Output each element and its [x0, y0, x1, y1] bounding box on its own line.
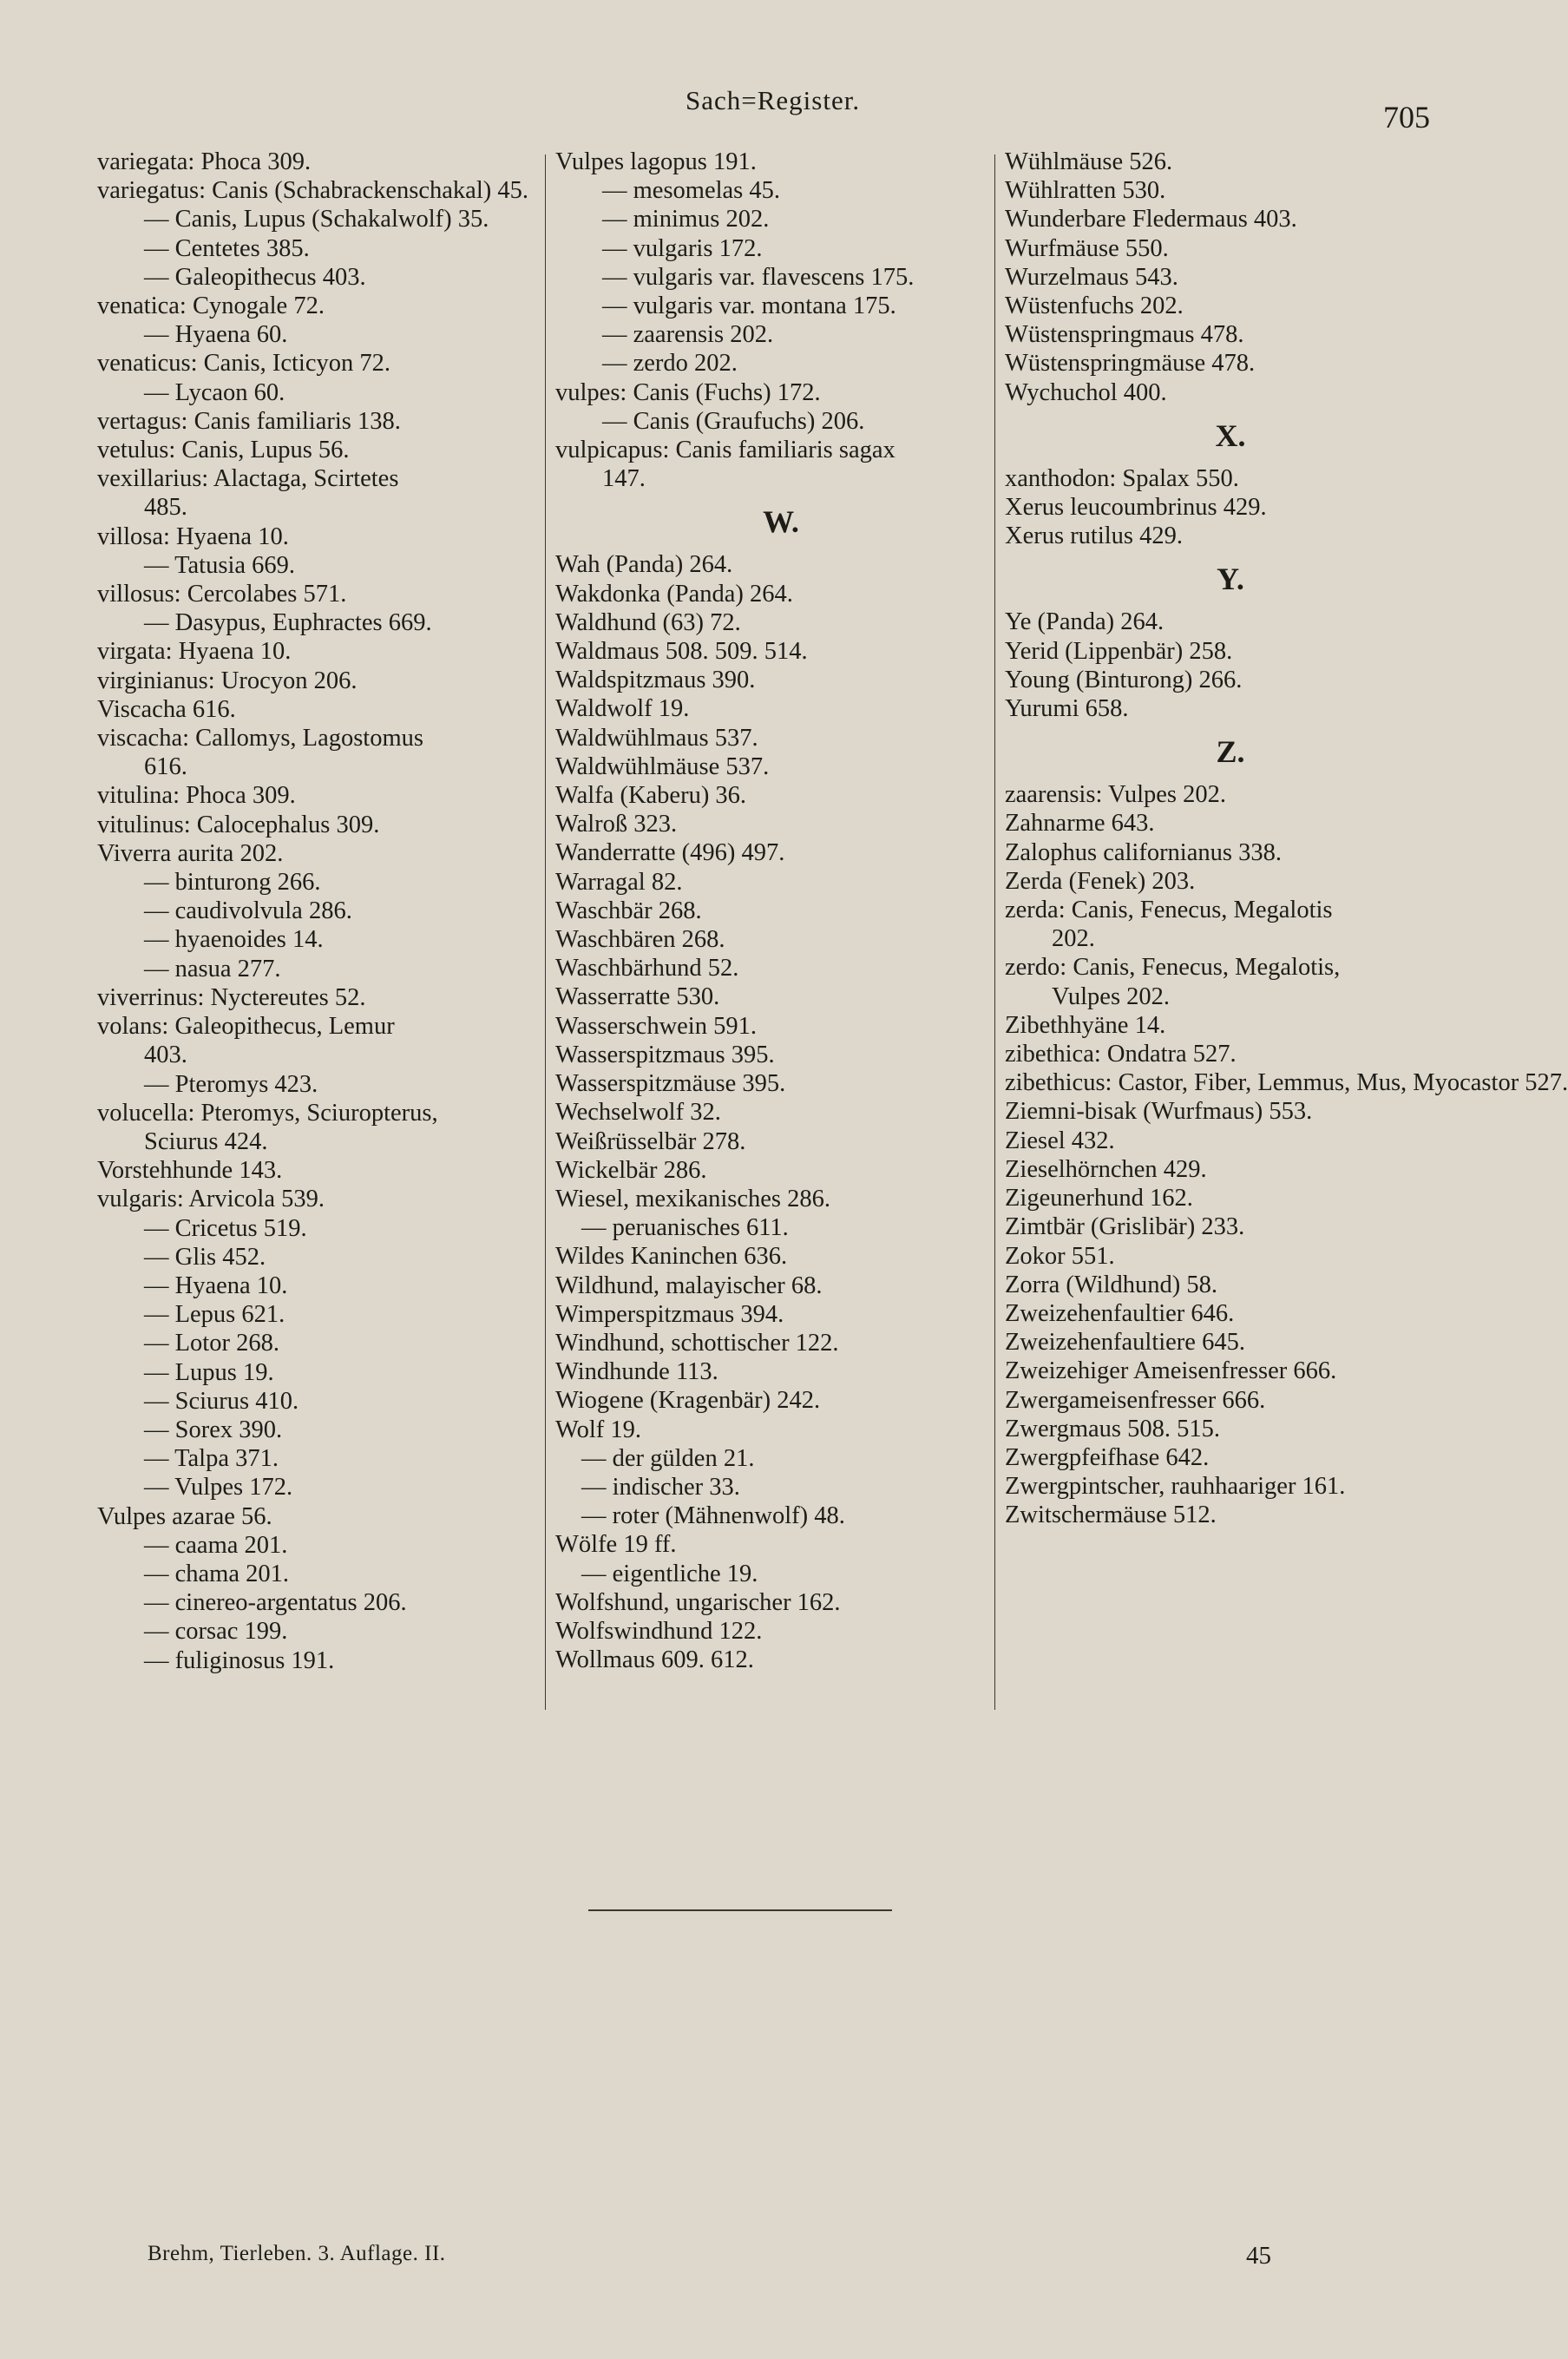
index-entry: Wildes Kaninchen 636. — [555, 1243, 788, 1271]
index-entry: — peruanisches 611. — [581, 1214, 789, 1242]
index-entry: — der gülden 21. — [581, 1444, 755, 1472]
index-entry: — mesomelas 45. — [602, 177, 781, 205]
index-entry: Wasserspitzmäuse 395. — [555, 1070, 786, 1098]
index-entry: Wasserschwein 591. — [555, 1012, 757, 1040]
index-entry: Waldwolf 19. — [555, 695, 690, 723]
index-entry: — indischer 33. — [581, 1473, 740, 1501]
index-entry: — fuliginosus 191. — [144, 1646, 335, 1674]
index-entry: — Sorex 390. — [144, 1416, 283, 1443]
index-entry: Wolf 19. — [555, 1416, 642, 1443]
index-entry: — caama 201. — [144, 1531, 288, 1559]
column-divider — [994, 154, 995, 1710]
index-entry: Xerus leucoumbrinus 429. — [1005, 494, 1267, 522]
index-entry: Xerus rutilus 429. — [1005, 522, 1184, 550]
index-entry: vitulinus: Calocephalus 309. — [97, 811, 380, 838]
footer-signature: Brehm, Tierleben. 3. Auflage. II. — [148, 2242, 446, 2265]
index-entry: Weißrüsselbär 278. — [555, 1127, 746, 1155]
index-entry: Waldspitzmaus 390. — [555, 667, 756, 694]
index-entry: — Centetes 385. — [144, 234, 310, 262]
index-entry: Warragal 82. — [555, 868, 683, 896]
index-entry: villosa: Hyaena 10. — [97, 522, 289, 550]
index-entry: virgata: Hyaena 10. — [97, 638, 292, 666]
index-entry: Wüstenfuchs 202. — [1005, 292, 1184, 320]
index-entry: Wanderratte (496) 497. — [555, 839, 785, 867]
index-entry: Wüstenspringmäuse 478. — [1005, 350, 1256, 378]
index-entry: volucella: Pteromys, Sciuropterus, — [97, 1099, 438, 1127]
index-entry: variegata: Phoca 309. — [97, 148, 312, 175]
index-entry: — roter (Mähnenwolf) 48. — [581, 1502, 845, 1530]
index-entry: Zwergpfeifhase 642. — [1005, 1443, 1210, 1471]
index-entry: — Dasypus, Euphractes 669. — [144, 609, 432, 637]
index-entry: vertagus: Canis familiaris 138. — [97, 407, 401, 435]
index-entry: Windhund, schottischer 122. — [555, 1329, 839, 1357]
index-entry: Young (Binturong) 266. — [1005, 666, 1243, 693]
index-entry: Yerid (Lippenbär) 258. — [1005, 637, 1233, 665]
index-entry: Wühlmäuse 526. — [1005, 148, 1173, 175]
index-entry: — binturong 266. — [144, 869, 321, 897]
index-entry: Zibethhyäne 14. — [1005, 1011, 1166, 1039]
index-entry: Wiesel, mexikanisches 286. — [555, 1185, 831, 1212]
index-entry: — nasua 277. — [144, 955, 281, 982]
index-entry: — Vulpes 172. — [144, 1474, 293, 1501]
index-entry: Zwergmaus 508. 515. — [1005, 1415, 1221, 1442]
section-heading: Y. — [1217, 562, 1244, 597]
index-entry: Ye (Panda) 264. — [1005, 608, 1165, 636]
index-entry: — Lotor 268. — [144, 1330, 279, 1357]
index-entry: — Canis (Graufuchs) 206. — [602, 407, 865, 435]
index-entry: Wunderbare Fledermaus 403. — [1005, 206, 1297, 233]
index-column-3 — [1005, 148, 1568, 1530]
index-entry: vexillarius: Alactaga, Scirtetes — [97, 465, 399, 493]
index-entry: — Lycaon 60. — [144, 378, 285, 406]
index-entry: Ziemni-bisak (Wurfmaus) 553. — [1005, 1098, 1313, 1126]
index-entry: viscacha: Callomys, Lagostomus — [97, 725, 423, 752]
index-entry: — chama 201. — [144, 1560, 289, 1587]
index-entry: Zerda (Fenek) 203. — [1005, 867, 1196, 895]
index-entry: Ziesel 432. — [1005, 1127, 1115, 1154]
index-entry: 147. — [602, 465, 646, 493]
index-entry: vitulina: Phoca 309. — [97, 782, 296, 810]
index-entry: — Sciurus 410. — [144, 1387, 299, 1415]
index-entry: Vulpes lagopus 191. — [555, 148, 757, 175]
index-entry: Wychuchol 400. — [1005, 378, 1167, 406]
index-entry: Waldwühlmäuse 537. — [555, 752, 770, 780]
index-entry: 202. — [1052, 925, 1095, 953]
section-heading: W. — [763, 504, 799, 540]
index-entry: — cinereo-argentatus 206. — [144, 1589, 407, 1617]
index-entry: — Galeopithecus 403. — [144, 263, 366, 291]
index-entry: Wah (Panda) 264. — [555, 551, 733, 579]
index-entry: — hyaenoides 14. — [144, 926, 324, 954]
index-entry: Zweizehenfaultier 646. — [1005, 1299, 1235, 1327]
column-divider — [545, 154, 546, 1710]
index-entry: — Hyaena 60. — [144, 321, 288, 349]
index-entry: — vulgaris var. montana 175. — [602, 292, 896, 320]
index-entry: 403. — [144, 1042, 187, 1069]
index-entry: Wasserspitzmaus 395. — [555, 1041, 775, 1068]
index-entry: Wurfmäuse 550. — [1005, 234, 1169, 262]
index-entry: Viscacha 616. — [97, 695, 236, 723]
index-entry: Wühlratten 530. — [1005, 177, 1166, 205]
index-entry: Vulpes azarae 56. — [97, 1502, 272, 1530]
index-entry: vetulus: Canis, Lupus 56. — [97, 437, 350, 464]
index-entry: venaticus: Canis, Icticyon 72. — [97, 350, 390, 378]
index-entry: — zaarensis 202. — [602, 321, 774, 349]
index-entry: Zwitschermäuse 512. — [1005, 1501, 1217, 1529]
index-entry: Waschbär 268. — [555, 897, 702, 924]
index-entry: viverrinus: Nyctereutes 52. — [97, 983, 366, 1011]
section-heading: X. — [1215, 417, 1246, 453]
index-entry: zerda: Canis, Fenecus, Megalotis — [1005, 897, 1333, 924]
sheet-number: 45 — [1246, 2242, 1271, 2270]
index-entry: Wildhund, malayischer 68. — [555, 1271, 823, 1299]
index-entry: — Lepus 621. — [144, 1301, 285, 1329]
section-heading: Z. — [1216, 734, 1245, 770]
index-entry: Vorstehhunde 143. — [97, 1157, 283, 1185]
index-entry: Waldwühlmaus 537. — [555, 724, 758, 752]
index-entry: — Glis 452. — [144, 1243, 266, 1271]
index-entry: — corsac 199. — [144, 1618, 288, 1646]
index-entry: zibethica: Ondatra 527. — [1005, 1041, 1237, 1068]
index-entry: Wollmaus 609. 612. — [555, 1646, 754, 1674]
page-number: 705 — [1383, 100, 1430, 135]
index-entry: Windhunde 113. — [555, 1358, 718, 1386]
index-entry: — Tatusia 669. — [144, 551, 296, 579]
index-entry: — Cricetus 519. — [144, 1214, 307, 1242]
index-entry: Zweizehenfaultiere 645. — [1005, 1329, 1245, 1357]
index-entry: vulpicapus: Canis familiaris sagax — [555, 437, 896, 464]
index-entry: Wüstenspringmaus 478. — [1005, 321, 1244, 349]
index-entry: — Hyaena 10. — [144, 1271, 288, 1299]
index-entry: — zerdo 202. — [602, 350, 738, 378]
index-entry: Wolfshund, ungarischer 162. — [555, 1588, 841, 1616]
index-entry: Wakdonka (Panda) 264. — [555, 580, 793, 608]
index-entry: Zorra (Wildhund) 58. — [1005, 1271, 1217, 1298]
index-entry: Zokor 551. — [1005, 1242, 1115, 1270]
index-entry: Wechselwolf 32. — [555, 1099, 721, 1127]
running-header: Sach=Register. — [686, 85, 861, 115]
index-column-1 — [97, 148, 540, 1675]
index-entry: Wimperspitzmaus 394. — [555, 1300, 784, 1328]
index-entry: xanthodon: Spalax 550. — [1005, 464, 1239, 492]
index-entry: — Canis, Lupus (Schakalwolf) 35. — [144, 206, 489, 233]
index-entry: — minimus 202. — [602, 206, 770, 233]
index-entry: venatica: Cynogale 72. — [97, 292, 325, 320]
index-entry: Waschbären 268. — [555, 926, 725, 954]
index-entry: volans: Galeopithecus, Lemur — [97, 1013, 395, 1041]
index-entry: Wasserratte 530. — [555, 983, 720, 1011]
index-entry: Walroß 323. — [555, 811, 678, 838]
index-entry: Yurumi 658. — [1005, 695, 1129, 723]
index-entry: zerdo: Canis, Fenecus, Megalotis, — [1005, 954, 1341, 982]
index-entry: Zwergpintscher, rauhhaariger 161. — [1005, 1473, 1346, 1501]
index-entry: Wölfe 19 ff. — [555, 1531, 677, 1559]
index-entry: Vulpes 202. — [1052, 982, 1171, 1010]
index-entry: villosus: Cercolabes 571. — [97, 581, 347, 608]
index-entry: — vulgaris var. flavescens 175. — [602, 263, 915, 291]
index-entry: Zweizehiger Ameisenfresser 666. — [1005, 1357, 1337, 1385]
index-entry: — vulgaris 172. — [602, 234, 763, 262]
index-entry: variegatus: Canis (Schabrackenschakal) 45. — [97, 177, 528, 205]
index-entry: Viverra aurita 202. — [97, 839, 284, 867]
index-entry: Zwergameisenfresser 666. — [1005, 1386, 1266, 1414]
index-entry: Wiogene (Kragenbär) 242. — [555, 1387, 821, 1415]
index-entry: Zigeunerhund 162. — [1005, 1185, 1193, 1212]
index-entry: Zalophus californianus 338. — [1005, 838, 1282, 866]
index-entry: Waschbärhund 52. — [555, 955, 739, 982]
index-entry: virginianus: Urocyon 206. — [97, 667, 358, 694]
index-entry: — Lupus 19. — [144, 1358, 274, 1386]
index-entry: Waldmaus 508. 509. 514. — [555, 638, 808, 666]
index-entry: Zieselhörnchen 429. — [1005, 1155, 1207, 1183]
index-entry: Zahnarme 643. — [1005, 810, 1155, 838]
index-entry: 616. — [144, 753, 187, 781]
index-entry: Sciurus 424. — [144, 1127, 268, 1155]
index-entry: zaarensis: Vulpes 202. — [1005, 781, 1226, 809]
index-entry: — Pteromys 423. — [144, 1070, 318, 1098]
index-entry: — Talpa 371. — [144, 1445, 279, 1473]
index-entry: vulpes: Canis (Fuchs) 172. — [555, 378, 821, 406]
index-entry: — eigentliche 19. — [581, 1560, 758, 1587]
index-entry: zibethicus: Castor, Fiber, Lemmus, Mus, Myocastor 527. — [1005, 1069, 1568, 1097]
index-entry: Wurzelmaus 543. — [1005, 263, 1178, 291]
index-column-2 — [555, 148, 989, 1674]
index-entry: — caudivolvula 286. — [144, 897, 352, 925]
footer-rule — [588, 1909, 892, 1911]
index-entry: Wolfswindhund 122. — [555, 1617, 763, 1645]
index-entry: Wickelbär 286. — [555, 1156, 707, 1184]
index-entry: vulgaris: Arvicola 539. — [97, 1186, 325, 1213]
index-entry: 485. — [144, 494, 187, 522]
index-entry: Walfa (Kaberu) 36. — [555, 782, 747, 810]
index-entry: Waldhund (63) 72. — [555, 608, 741, 636]
index-entry: Zimtbär (Grislibär) 233. — [1005, 1213, 1245, 1241]
